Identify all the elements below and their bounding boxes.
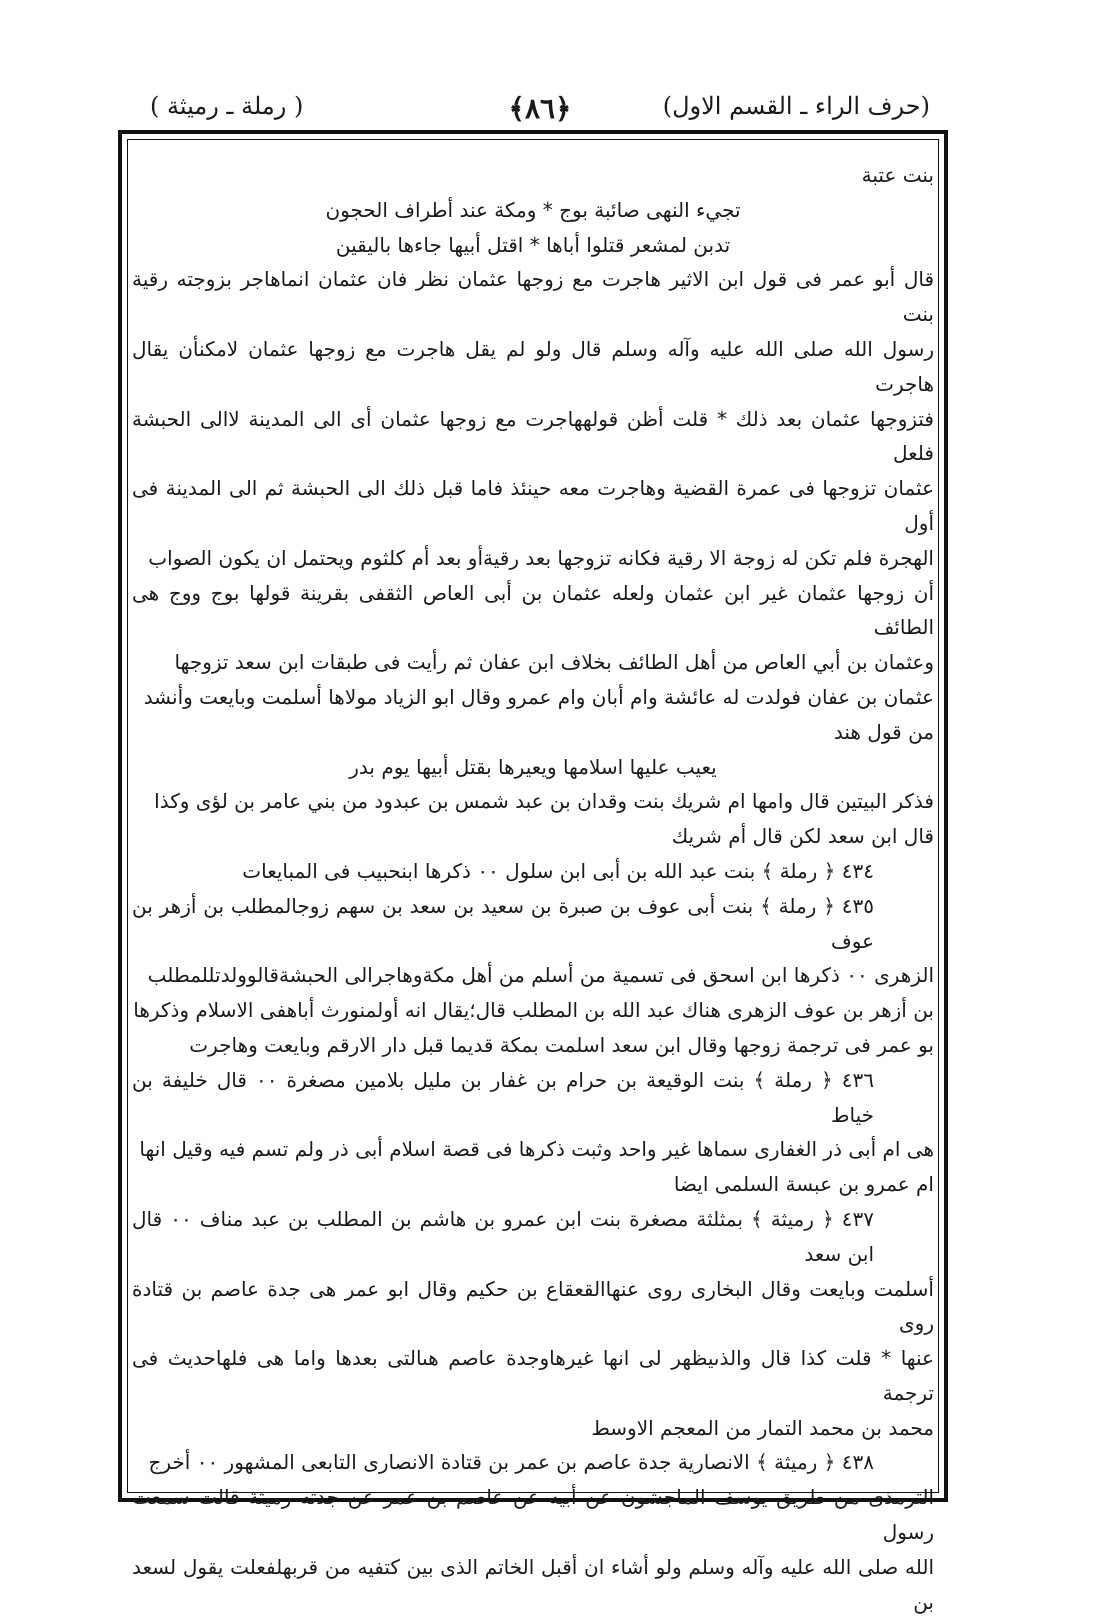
text-line: بنت عتبة (861, 163, 934, 187)
text-line: عنها * قلت كذا قال والذىيظهر لى انها غيرهاوجدة عاصم هىالتى بعدها واما هى فلهاحديث فى ترجمة (132, 1346, 934, 1405)
verse-line: تجيء النهى صائبة بوج * ومكة عند أطراف الحجون (325, 197, 741, 222)
text-line: من قول هند (833, 719, 934, 744)
text-line: رسول الله صلى الله عليه وآله وسلم قال ولو لم يقل هاجرت مع زوجها عثمان لامكنأن يقال هاجرت (132, 336, 934, 396)
entry-heading-line: ٤٣٧ ﴿ رميثة ﴾ بمثلثة مصغرة بنت ابن عمرو بن هاشم بن المطلب بن عبد مناف ٠٠ قال ابن سعد (132, 1206, 874, 1266)
text-line: عثمان بن عفان فولدت له عائشة وام أبان وام عمرو وقال ابو الزياد مولاها أسلمت وبايعت وأنشد (143, 684, 934, 709)
verse-line: يعيب عليها اسلامها ويعيرها بقتل أبيها يوم بدر (349, 754, 717, 779)
page-header (150, 92, 930, 132)
entry-heading-line: ٤٣٦ ﴿ رملة ﴾ بنت الوقيعة بن حرام بن غفار بن مليل بلامين مصغرة ٠٠ قال خليفة بن خياط (132, 1067, 874, 1127)
running-head-entries: ( رملة ـ رميثة ) (150, 92, 304, 120)
entry-heading-line: ٤٣٨ ﴿ رميثة ﴾ الانصارية جدة عاصم بن عمر بن قتادة الانصارى التابعى المشهور ٠٠ أخرج (148, 1450, 874, 1475)
entry-heading-line: ٤٣٤ ﴿ رملة ﴾ بنت عبد الله بن أبى ابن سلول ٠٠ ذكرها ابنحبيب فى المبايعات (242, 858, 874, 883)
text-line: محمد بن محمد التمار من المعجم الاوسط (591, 1415, 934, 1440)
text-line: الله صلى الله عليه وآله وسلم ولو أشاء ان أقبل الخاتم الذى بين كتفيه من قربهلفعلت يقول لسعد بن (132, 1554, 934, 1614)
text-line: أسلمت وبايعت وقال البخارى روى عنهاالقعقاع بن حكيم وقال ابو عمر هى جدة عاصم بن قتادة روى (132, 1276, 934, 1336)
text-line: فتزوجها عثمان بعد ذلك * قلت أظن قولههاجرت مع زوجها عثمان أى الى المدينة لاالى الحبشة فلعل (132, 406, 934, 466)
text-line: وعثمان بن أبي العاص من أهل الطائف بخلاف ابن عفان ثم رأيت فى طبقات ابن سعد تزوجها (174, 650, 934, 675)
text-line: قال أبو عمر فى قول ابن الاثير هاجرت مع زوجها عثمان نظر فان عثمان انماهاجر بزوجته رقية بنت (132, 267, 934, 327)
text-line: بن أزهر بن عوف الزهرى هناك عبد الله بن المطلب قال؛يقال انه أولمنورث أباهفى الاسلام وذكرها (133, 998, 934, 1023)
text-line: عثمان تزوجها فى عمرة القضية وهاجرت معه حينئذ فاما قبل ذلك الى الحبشة ثم الى المدينة فى أول (132, 476, 934, 535)
page-number: ﴿٨٦﴾ (508, 92, 572, 125)
text-line: ام عمرو بن عبسة السلمى ايضا (673, 1172, 934, 1197)
text-line: قال ابن سعد لكن قال أم شريك (671, 824, 934, 849)
text-line: فذكر البيتين قال وامها ام شريك بنت وقدان بن عبد شمس بن عبدود من بني عامر بن لؤى وكذا (154, 789, 934, 814)
text-line: الزهرى ٠٠ ذكرها ابن اسحق فى تسمية من أسلم من أهل مكةوهاجرالى الحبشةقالوولدتللمطلب (147, 963, 934, 988)
entry-heading-line: ٤٣٥ ﴿ رملة ﴾ بنت أبى عوف بن صبرة بن سعيد بن سعد بن سهم زوجالمطلب بن أزهر بن عوف (132, 893, 874, 953)
text-line: هى ام أبى ذر الغفارى سماها غير واحد وثبت ذكرها فى قصة اسلام أبى ذر ولم تسم فيه وقيل انها (139, 1137, 934, 1162)
text-line: الهجرة فلم تكن له زوجة الا رقية فكانه تزوجها بعد رقيةأو بعد أم كلثوم ويحتمل ان يكون الصواب (148, 545, 934, 570)
running-head-chapter: (حرف الراء ـ القسم الاول) (662, 92, 930, 120)
page-body (132, 158, 934, 1614)
text-line: الترمذى من طريق يوسف الماجشون عن أبيه عن عاصم بن عمر عن جدته رميثة قالت سمعت رسول (132, 1485, 934, 1545)
verse-line: تدبن لمشعر قتلوا أباها * اقتل أبيها جاءها باليقين (335, 232, 731, 257)
text-line: بو عمر فى ترجمة زوجها وقال ابن سعد اسلمت بمكة قديما قبل دار الارقم وبايعت وهاجرت (189, 1032, 934, 1057)
text-line: أن زوجها عثمان غير ابن عثمان ولعله عثمان بن أبى العاص الثقفى بقرينة قولها بوج ووج هى الطائف (132, 580, 934, 640)
